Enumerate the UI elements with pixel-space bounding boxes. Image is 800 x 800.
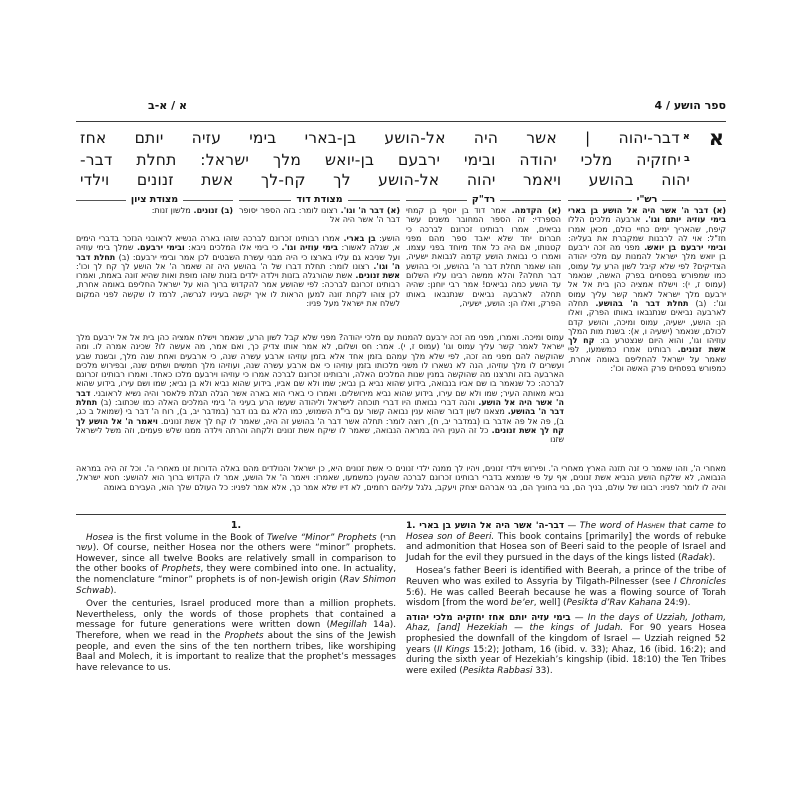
text-run: מצאנו לשון דבור שהוא ענין נבואה קשור עם בי"ת השמוש, כמו הלא גם בנו דבר (במדבר יב, ב), רוח ה' דבר בי (שמואל ב כג, ב), פה אל פה אדבר בו (במדבר יב, ח), רוצה לומר: תחלה אשר דבר ה' בהושע זה היה, שאמר לו קח לך אשת זנונים.	[76, 407, 564, 426]
text-run: עמוס ומיכה. ואמרו, מפני מה זכה ירבעם להמנות עם מלכי יהודה? מפני שלא קבל לשון הרע, שנאמר וישלח אמציה כהן בית אל אל ירבעם מלך ישראל לאמר קשר עליך עמוס וגו' (עמוס ז, י). אמר: חס ושלום, לא אמר אותו צדיק כך, ואם אמר, מה אעשה לו? שכינה אמרה לו. ומה שהוקשה להם מפני מה זכה, לפי שלא מלך עמהם בזמן אחד אלא בזמן עוזיהו ארבע עשרה שנה, כי ארבעים ואחת שנה מלך, ובשנת שבע ועשרים לו מלך עוזיהו, הנה לא נשארו לו משני מלכותו בזמן עוזיהו כי אם ארבע עשרה שנה, ועוזיהו מלך חמשים ושתים שנה, ובפירוש מלכים הארבעה בזה ותרצנו מה שהוקשה במנין שנות המלכים האלה, ורבותינו זכרונם לברכה אמרו כי עוזיהו וירבעם מלכו כאחד. ואמרו רבותינו זכרונם לברכה: כל שנאמר בו שם אביו בנבואה, בידוע שהוא נביא בן נביא; שמו ולא שם אביו, בידוע שהוא נביא ולא בן נביא; שמו ושם עירו, בידוע שהוא נביא מאותה העיר; שמו ולא שם עירו, בידוע שהוא נביא מירושלים. ואמרו כי בארי הוא בארה אשר הגלה תגלת פלאסר והיה נשיא לראובני.	[76, 333, 564, 398]
text-run: Pesikta d’Rav Kahana	[566, 598, 662, 609]
english-left-column	[76, 521, 396, 676]
text-run: כל זה הענין היה במראה הנבואה, שאמר לו שיקח אשת זנונים ולקחה והרתה וילדה ממנו שלש פעמים, וזה משל לישראל שזנו	[76, 425, 564, 445]
text-run: For 90 years Hosea prophesied the downfall of the kingdom of Israel — Uzziah reigned 52 years (	[406, 623, 726, 655]
text-run: ).	[709, 552, 716, 563]
verse-line	[80, 127, 690, 149]
text-run: Prophets	[161, 564, 201, 575]
text-run: (ב) זנונים.	[193, 206, 233, 215]
radak-commentary-full-width	[76, 464, 726, 510]
text-run: רבותינו אמרו כמשמעו, לפי שאמר על ישראל להחליפם באומה אחרת, כמפורש בפסחים פרק האשה וכו':	[568, 345, 726, 374]
radak-commentary-column	[406, 206, 561, 328]
text-run: The word of	[579, 521, 637, 531]
text-run: רצונו לומר: תחלת דברו של ה' בהושע היה זה שאמר ה' אל הושע לך קח לך וכו':	[76, 261, 374, 271]
text-run: ובימי ירבעם.	[136, 243, 185, 253]
text-run: תחלה לארבעה נביאים שנתנבאו באותו הפרק, ואלו הן: הושע, ישעיה, עמוס ומיכה, והושע קדם לכולם, שנאמר (ישעיה ו, א): בשנת מות המלך עוזיהו וגו', והוא היום שנצטרע בו:	[568, 298, 726, 346]
text-run: ובימי ירבעם בן יואש.	[644, 243, 726, 253]
verse-text: יחזקיה מלכי יהודה ובימי ירבעם בן-יואש מלך ישראל: תחלת דבר-	[80, 150, 681, 169]
chapter-letter: א	[708, 126, 724, 150]
text-run: about the sins of the Jewish people, and even the sins of the ten northern tribes, like worshiping Baal and Molech, it is important to realize that the prophet’s messages have relevance to us.	[76, 630, 396, 673]
text-run: , well] (	[533, 598, 567, 609]
verse-text: יהוה בהושע ויאמר יהוה אל-הושע לך קח-לך אשת זנונים וילדי	[80, 171, 690, 189]
metzudas-david-commentary-wide	[76, 234, 400, 330]
text-run: 24:9).	[661, 598, 691, 609]
verse-number: א	[682, 131, 690, 142]
english-paragraph	[406, 566, 726, 608]
header-rule	[76, 121, 726, 122]
text-run: Rav Shimon Schwab	[76, 574, 397, 596]
text-run: Hosea	[86, 532, 114, 543]
text-run: that came to Hosea son of Beeri.	[406, 521, 727, 542]
hebrew-text-run: בימי עזיה יותם אחז יחזקיה מלכי יהודה	[406, 612, 571, 623]
metzudas-david-title: מצודת דוד	[296, 194, 343, 205]
rashi-header	[568, 194, 726, 205]
text-run: כי בימי אלו המלכים ניבא:	[184, 243, 282, 253]
text-run: 33).	[532, 665, 553, 676]
text-run: , they were combined into one. In actuality, the nomenclature “minor” prophets is of non-Jewish origin (	[76, 564, 396, 585]
verse-number: ב	[684, 152, 690, 164]
metzudas-tzion-header	[76, 194, 233, 205]
verse-lines	[80, 127, 690, 191]
text-run: II Kings	[437, 644, 470, 655]
text-run: והנה דברי נבואתו היו דברי תוכחה לישראל וליהודה שעשו הרע בעיני ה' בימי המלכים האלה כמו שכתוב: (ב)	[97, 398, 479, 408]
text-run: ). Of course, neither Hosea nor the others were “minor” prophets. However, since all twelve Books are relatively small in comparison to the other books of	[76, 543, 396, 575]
text-run: ויאמר ה' אל הושע לך קח לך אשת זנונים.	[76, 416, 564, 435]
text-run: —	[564, 521, 580, 531]
note-number-heading: 1.	[230, 520, 242, 531]
text-run: תחלת דבר ה' בהושע.	[595, 298, 689, 308]
verse-block	[76, 127, 726, 191]
verse-line	[80, 149, 690, 171]
text-run: ארבעה מלכים הללו קיפח, שהאריך ימים כחיי כולם, מכאן אמרו חז"ל: אוי לה לרבנות שמקברת את בעליה:	[568, 215, 726, 243]
rashi-title: רש"י	[636, 194, 658, 205]
text-run: Radak	[681, 552, 710, 563]
metzudas-tzion-title: מצודת ציון	[130, 194, 179, 205]
text-run: דבר ה' אשר היה אל הושע.	[76, 388, 564, 408]
text-run: ).	[110, 585, 117, 596]
english-paragraph	[406, 613, 726, 677]
text-run: —	[570, 612, 588, 623]
text-run: 5:6). He was called Beerah because he was a flowing source of Torah wisdom [from the word	[406, 587, 726, 609]
text-run: Hosea’s father Beeri is identified with Beerah, a prince of the tribe of Reuven who was exiled to Assyria by Tilgath-Pilnesser (see	[406, 566, 726, 587]
text-run: (א) דבר ה' וגו'.	[340, 206, 400, 215]
radak-title: רד"ק	[471, 194, 496, 205]
text-run: הושע:	[375, 234, 400, 243]
text-run: אשת שהורגלה בזנות וילדה ילדים בזנות שזהו מופת ואות שהיא זונה באמת, ואמרו רבותינו זכרונם לברכה: לפי שהושע אמר להקדוש ברוך הוא על ישראל החליפם באומה אחרת, לכן צוהו לקחת זונה למען הראות לו איך יקשה בעיניו לגרשה, לרמז לו שקשה לפני המקום לשלח את ישראל מעל פניו:	[76, 271, 400, 309]
text-run: This book contains [primarily] the words of rebuke and admonition that Hosea son of Beeri said to the people of Israel and Judah for the evil they pursued in the days of the kings listed (	[406, 531, 726, 563]
text-run: אמרו רבותינו זכרונם לברכה שזהו בארה הנשיא לראובני הנזכר בדברי הימים א, שגלה לאשור:	[76, 234, 400, 253]
text-run: (א) דבר ה' אשר היה אל הושע בן בארי בימי עוזיה יותם וגו'.	[568, 206, 726, 225]
text-run: (	[376, 532, 384, 543]
text-run: I Chronicles	[673, 576, 726, 587]
text-run: שמלך בימי עוזיה ועל שניבא גם עליו בארצו כי היה מבני עשרת השבטים לכן אמר ובימי ירבעם: (ב)	[76, 243, 400, 262]
section-divider-rule	[76, 514, 726, 515]
text-run: Pesikta Rabbasi	[462, 665, 533, 676]
text-run: תחלת דבר ה' וגו'.	[76, 252, 400, 271]
hebrew-text-run: דבר-ה' אשר היה אל הושע בן בארי	[419, 521, 565, 531]
text-run: אמר דוד בן יוסף בן קמחי הספרדי: זה הספר המחובר משנים עשר נביאים, אמרו רבותינו זכרונם לברכה כי חברום יחד שלא יאבד ספר מהם מפני קטנותו, אם היה כל אחד מיוחד בפני עצמו. ואמרו כי נבואת הושע קדמה לנבואת ישעיה, וזהו שאמר תחלת דבר ה' בהושע, וכי בהושע דבר תחלה? והלא ממשה רבינו עליו השלום עד הושע כמה נביאים! אמר רבי יוחנן: שהיה תחלה לארבעה נביאים שנתנבאו באותו הפרק, ואלו הן: הושע, ישעיה,	[406, 206, 561, 308]
text-run: 15:2); Jotham, 16 (ibid. v. 33); Ahaz, 16 (ibid. 16:2); and during the sixth year of Hezekiah’s kingship (ibid. 18:10) the Ten Tribes were exiled (	[406, 644, 726, 676]
text-run: קח לך אשת זנונים.	[568, 336, 726, 355]
radak-commentary-wide	[76, 333, 564, 459]
text-run: מפני מה זכה ירבעם בן יואש מלך ישראל להמנות עם מלכי יהודה הצדיקים? לפי שלא קיבל לשון הרע על עמוס, כמו שמפורש בפסחים בפרק האשה, שנאמר (עמוס ז, י): וישלח אמציה כהן בית אל אל ירבעם מלך ישראל לאמר קשר עליך עמוס וגו': (ב)	[568, 243, 726, 308]
verse-text: דבר-יהוה | אשר היה אל-הושע בן-בארי בימי עזיה יותם אחז	[80, 129, 680, 147]
text-run: 14a). Therefore, when we read in the	[76, 620, 396, 641]
text-run: Over the centuries, Israel produced more than a million prophets. Nevertheless, only the words of those prophets that contained a message for future generations were written down (	[76, 599, 396, 631]
text-run: (א) הקדמה.	[511, 206, 561, 215]
text-run: Megillah	[330, 620, 367, 631]
text-run: אשת זנונים.	[355, 271, 400, 281]
text-run: Hashem	[636, 521, 665, 531]
text-run: be’er	[510, 598, 534, 609]
text-run: מאחרי ה', וזהו שאמר כי זנה תזנה הארץ מאחרי ה'. ופירוש וילדי זנונים, ויהיו לך ממנה ילדי זנונים כי אשת זנונים היא, כן ישראל והנולדים מהם באלה הדורות זנו מאחרי ה'. וכל זה היה במראה הנבואה, לא שלקח הושע הנביא אשת זנונים, אף על פי שנמצא בדברי רבותינו זכרונם לברכה שהענין כמשמעו, שאמרו: ויאמר ה' אל הושע, אמר לו הקדוש ברוך הוא להושע: חטא ישראל, והיה לו לומר לפניו: רבונו של עולם, בניך הם, בני בחוניך הם, בני אברהם יצחק ויעקב, גלגל עליהם רחמים, לא דיו שלא אמר כך, אלא אמר לפניו: כל העולם שלך הוא, העבירם באומה	[76, 464, 726, 492]
text-run: Prophets	[224, 630, 264, 641]
rashi-commentary	[568, 206, 726, 458]
page-header	[76, 99, 726, 115]
radak-header	[406, 194, 561, 205]
text-run: מלשון זנות:	[151, 206, 194, 215]
verse-line	[80, 170, 690, 191]
hebrew-text-run: תרי עשר	[76, 532, 396, 554]
text-run: In the days of Uzziah, Jotham, Ahaz, [and] Hezekiah — the kings of Judah.	[406, 612, 727, 634]
metzudas-tzion-commentary	[76, 206, 233, 218]
metzudas-david-header	[239, 194, 400, 205]
page-content	[76, 0, 726, 800]
text-run: Twelve “Minor” Prophets	[267, 532, 377, 543]
english-paragraph	[76, 533, 396, 597]
text-run: 1.	[406, 521, 420, 531]
metzudas-david-commentary-column	[239, 206, 400, 227]
english-paragraph	[76, 599, 396, 673]
text-run: בן בארי.	[343, 234, 376, 243]
text-run: is the first volume in the Book of	[113, 532, 268, 543]
english-paragraph	[406, 521, 726, 563]
text-run: רצונו לומר: בזה הספר יסופר דבר ה' אשר היה אל	[239, 206, 400, 225]
text-run: בימי עוזיה וגו'.	[281, 243, 339, 253]
book-title-page-number: ספר הושע / 4	[654, 99, 726, 112]
text-run: תחלת דבר ה' בהושע.	[76, 398, 564, 417]
english-right-column	[406, 521, 726, 679]
chapter-verse-ref: א / א-ב	[148, 99, 187, 112]
